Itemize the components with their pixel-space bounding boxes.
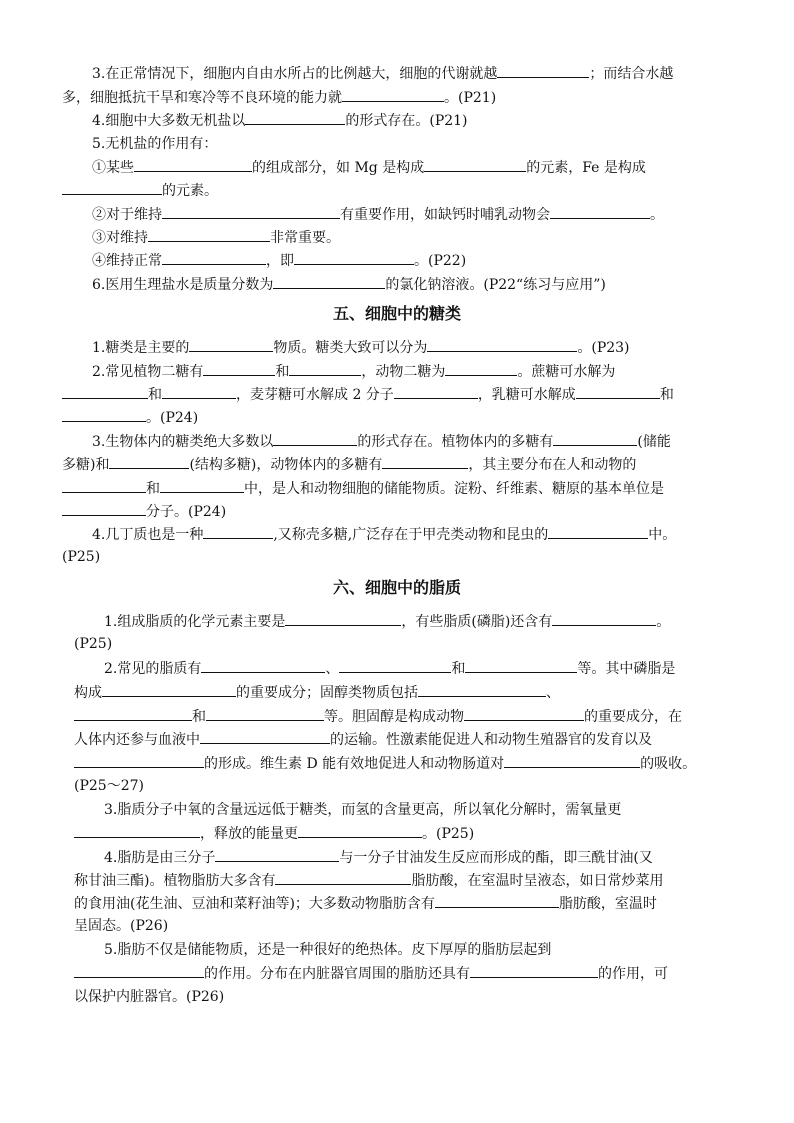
text: 。 xyxy=(656,614,671,630)
text: 。(P25) xyxy=(422,826,475,842)
text: 4.脂肪是由三分子 xyxy=(104,850,216,866)
text: ，麦芽糖可水解成 2 分子 xyxy=(236,387,394,403)
text: 1.组成脂质的化学元素主要是 xyxy=(104,614,286,630)
s6-q1-ref xyxy=(74,633,112,655)
blank[interactable] xyxy=(418,681,546,697)
blank[interactable] xyxy=(162,249,266,265)
text: 3.在正常情况下，细胞内自由水所占的比例越大，细胞的代谢就越 xyxy=(92,66,498,82)
s5-q3-cont xyxy=(62,453,636,475)
blank[interactable] xyxy=(215,846,339,862)
blank[interactable] xyxy=(553,430,637,446)
blank[interactable] xyxy=(298,822,422,838)
s6-q2-cont2 xyxy=(74,705,682,727)
blank[interactable] xyxy=(74,962,204,978)
blank[interactable] xyxy=(285,610,401,626)
blank[interactable] xyxy=(245,109,345,125)
blank[interactable] xyxy=(427,336,577,352)
blank[interactable] xyxy=(206,705,324,721)
text: 。(P21) xyxy=(444,90,497,106)
text: 4.几丁质也是一种 xyxy=(92,527,204,543)
text: ，即 xyxy=(266,253,294,269)
blank[interactable] xyxy=(203,523,273,539)
s6-q4-cont xyxy=(74,869,663,891)
text: ③对维持 xyxy=(92,230,148,246)
q5-item2 xyxy=(92,203,664,225)
blank[interactable] xyxy=(160,477,244,493)
text: 。蔗糖可水解为 xyxy=(517,364,616,380)
text: 2.常见植物二糖有 xyxy=(92,364,204,380)
q5-item1 xyxy=(92,156,646,178)
s6-q2-cont xyxy=(74,681,560,703)
text: 脂肪酸，室温时 xyxy=(558,896,657,912)
text: 6.医用生理盐水是质量分数为 xyxy=(92,277,274,293)
text: 与一分子甘油发生反应而形成的酯，即三酰甘油(又 xyxy=(339,850,653,866)
s6-q2-cont3 xyxy=(74,728,652,750)
text: 中。 xyxy=(648,527,677,543)
text: 。 xyxy=(650,207,664,223)
s5-q4-ref xyxy=(62,546,100,568)
blank[interactable] xyxy=(497,62,589,78)
text: 3.生物体内的糖类绝大多数以 xyxy=(92,434,274,450)
text: 脂肪酸，在室温时呈液态，如日常炒菜用 xyxy=(411,873,664,889)
text: 的形成。维生素 D 能有效地促进人和动物肠道对 xyxy=(204,756,505,772)
text: 的氯化钠溶液。(P22“练习与应用”) xyxy=(385,277,606,293)
text: 以保护内脏器官。(P26) xyxy=(74,989,225,1005)
blank[interactable] xyxy=(162,383,236,399)
text: 、 xyxy=(325,661,340,677)
text: 和 xyxy=(659,387,674,403)
text: ，释放的能量更 xyxy=(200,826,298,842)
text: 和 xyxy=(451,661,466,677)
blank[interactable] xyxy=(548,523,648,539)
text: 的组成部分，如 Mg 是构成 xyxy=(252,160,425,176)
blank[interactable] xyxy=(134,156,252,172)
s5-q1 xyxy=(92,336,630,358)
text: 和 xyxy=(146,481,160,497)
blank[interactable] xyxy=(102,681,236,697)
blank[interactable] xyxy=(394,383,478,399)
text: 的形式存在。植物体内的多糖有 xyxy=(357,434,554,450)
text: 呈固态。(P26) xyxy=(74,918,169,934)
blank[interactable] xyxy=(62,406,146,422)
s6-q2-cont4 xyxy=(74,752,696,774)
text: 。(P24) xyxy=(146,410,199,426)
text: 称甘油三酯)。植物脂肪大多含有 xyxy=(74,873,276,889)
blank[interactable] xyxy=(62,500,146,516)
text: 分子。(P24) xyxy=(146,504,227,520)
blank[interactable] xyxy=(200,728,330,744)
text: 4.细胞中大多数无机盐以 xyxy=(92,113,246,129)
s6-q4-cont2 xyxy=(74,892,657,914)
text: 等。胆固醇是构成动物 xyxy=(324,709,464,725)
blank[interactable] xyxy=(445,360,517,376)
blank[interactable] xyxy=(275,869,411,885)
text: 的作用。分布在内脏器官周围的脂肪还具有 xyxy=(204,966,470,982)
text: (P25) xyxy=(74,636,113,652)
text: 构成 xyxy=(74,685,102,701)
s5-q2-cont2 xyxy=(62,406,198,428)
text: 5.脂肪不仅是储能物质，还是一种很好的绝热体。皮下厚厚的脂肪层起到 xyxy=(104,942,552,958)
blank[interactable] xyxy=(62,383,148,399)
blank[interactable] xyxy=(162,203,340,219)
text: 等。其中磷脂是 xyxy=(577,661,676,677)
s6-q5 xyxy=(104,939,551,961)
blank[interactable] xyxy=(465,657,577,673)
text: (P25～27) xyxy=(74,778,144,794)
q6-line xyxy=(92,273,606,295)
text: 的元素。 xyxy=(162,183,218,199)
blank[interactable] xyxy=(342,86,444,102)
text: 非常重要。 xyxy=(270,230,340,246)
q5-item4 xyxy=(92,249,466,271)
section-title-carbohydrates: 五、细胞中的糖类 xyxy=(332,304,461,323)
text: 人体内还参与血液中 xyxy=(74,732,200,748)
blank[interactable] xyxy=(435,892,559,908)
blank[interactable] xyxy=(504,752,640,768)
text: (结构多糖)，动物体内的多糖有 xyxy=(189,457,383,473)
text: 物质。糖类大致可以分为 xyxy=(273,340,428,356)
text: ；而结合水越 xyxy=(589,66,674,82)
blank[interactable] xyxy=(424,156,526,172)
text: ②对于维持 xyxy=(92,207,162,223)
blank[interactable] xyxy=(552,610,656,626)
blank[interactable] xyxy=(576,383,660,399)
s5-q3 xyxy=(92,430,671,452)
text: 的吸收。 xyxy=(640,756,697,772)
text: 的作用，可 xyxy=(598,966,668,982)
text: 多，细胞抵抗干旱和寒冷等不良环境的能力就 xyxy=(62,90,342,106)
text: 的重要成分；固醇类物质包括 xyxy=(236,685,418,701)
s6-q1 xyxy=(104,610,670,632)
text: ，乳糖可水解成 xyxy=(477,387,576,403)
blank[interactable] xyxy=(62,477,146,493)
text: 中，是人和动物细胞的储能物质。淀粉、纤维素、糖原的基本单位是 xyxy=(244,481,664,497)
blank[interactable] xyxy=(550,203,650,219)
blank[interactable] xyxy=(464,705,584,721)
text: ①某些 xyxy=(92,160,134,176)
blank[interactable] xyxy=(109,453,189,469)
s6-q2 xyxy=(104,657,675,679)
text: 的元素，Fe 是构成 xyxy=(526,160,646,176)
text: ，其主要分布在人和动物的 xyxy=(468,457,637,473)
text: ，有些脂质(磷脂)还含有 xyxy=(401,614,553,630)
s6-q3-cont xyxy=(74,822,474,844)
s6-q4 xyxy=(104,846,653,868)
text: (P25) xyxy=(62,549,101,565)
blank[interactable] xyxy=(273,430,357,446)
q3-line2 xyxy=(62,86,496,108)
blank[interactable] xyxy=(203,360,275,376)
blank[interactable] xyxy=(273,273,385,289)
text: 。(P23) xyxy=(577,340,630,356)
s5-q4 xyxy=(92,523,676,545)
s5-q3-cont3 xyxy=(62,500,226,522)
text: 、 xyxy=(546,685,560,701)
blank[interactable] xyxy=(339,657,451,673)
blank[interactable] xyxy=(470,962,598,978)
section-title-lipids: 六、细胞中的脂质 xyxy=(332,578,461,597)
text: 有重要作用，如缺钙时哺乳动物会 xyxy=(340,207,550,223)
s6-q2-ref xyxy=(74,775,144,797)
text: 3.脂质分子中氧的含量远远低于糖类，而氢的含量更高，所以氧化分解时，需氧量更 xyxy=(104,802,622,818)
blank[interactable] xyxy=(74,822,200,838)
blank[interactable] xyxy=(289,360,361,376)
q5-item3 xyxy=(92,226,340,248)
blank[interactable] xyxy=(201,657,325,673)
text: ，动物二糖为 xyxy=(361,364,446,380)
s6-q3 xyxy=(104,799,621,821)
blank[interactable] xyxy=(148,226,270,242)
blank[interactable] xyxy=(74,752,204,768)
q5-item1-cont xyxy=(62,179,218,201)
s6-q4-ref xyxy=(74,915,168,937)
q5-heading xyxy=(92,133,217,155)
text: 和 xyxy=(192,709,206,725)
s5-q2 xyxy=(92,360,615,382)
blank[interactable] xyxy=(189,336,273,352)
text: 多糖)和 xyxy=(62,457,110,473)
s5-q2-cont xyxy=(62,383,674,405)
text: 的食用油(花生油、豆油和菜籽油等)；大多数动物脂肪含有 xyxy=(74,896,435,912)
blank[interactable] xyxy=(74,705,192,721)
blank[interactable] xyxy=(62,179,162,195)
blank[interactable] xyxy=(382,453,468,469)
text: 5.无机盐的作用有： xyxy=(92,136,218,152)
q4-line xyxy=(92,109,468,131)
text: (储能 xyxy=(637,434,671,450)
blank[interactable] xyxy=(294,249,414,265)
text: 和 xyxy=(275,364,290,380)
text: ④维持正常 xyxy=(92,253,162,269)
q3-line1 xyxy=(92,62,673,84)
s6-q5-cont xyxy=(74,962,668,984)
s5-q3-cont2 xyxy=(62,477,664,499)
text: 1.糖类是主要的 xyxy=(92,340,190,356)
text: 和 xyxy=(148,387,162,403)
text: ,又称壳多糖,广泛存在于甲壳类动物和昆虫的 xyxy=(273,527,549,543)
text: 。(P22) xyxy=(414,253,467,269)
text: 的形式存在。(P21) xyxy=(345,113,468,129)
text: 的运输。性激素能促进人和动物生殖器官的发育以及 xyxy=(330,732,652,748)
text: 2.常见的脂质有 xyxy=(104,661,202,677)
text: 的重要成分，在 xyxy=(584,709,682,725)
s6-q5-ref xyxy=(74,986,224,1008)
